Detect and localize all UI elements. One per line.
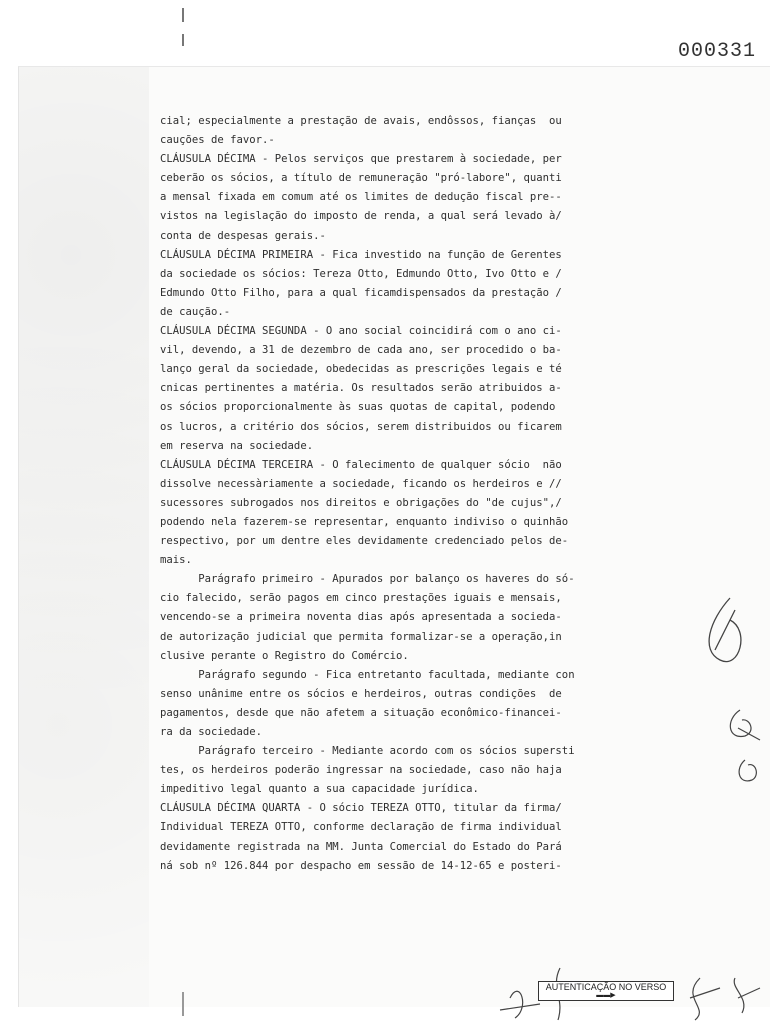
text-line: CLÁUSULA DÉCIMA PRIMEIRA - Fica investido na função de Gerentes [160, 248, 562, 261]
text-line: dissolve necessàriamente a sociedade, ficando os herdeiros e // [160, 477, 562, 490]
text-line: lanço geral da sociedade, obedecidas as prescrições legais e té [160, 363, 562, 376]
text-line: Individual TEREZA OTTO, conforme declaração de firma individual [160, 821, 562, 834]
margin-signature-icon [690, 590, 770, 790]
text-line: cial; especialmente a prestação de avais, endôssos, fianças ou [160, 115, 562, 127]
text-line: Parágrafo segundo - Fica entretanto facultada, mediante con [160, 668, 575, 681]
text-line: Parágrafo terceiro - Mediante acordo com os sócios supersti [160, 745, 575, 758]
stamp-label: AUTENTICAÇÃO NO VERSO [545, 982, 667, 992]
text-line: cnicas pertinentes a matéria. Os resultados serão atribuidos a- [160, 382, 562, 395]
text-line: CLÁUSULA DÉCIMA TERCEIRA - O falecimento de qualquer sócio não [160, 458, 562, 471]
text-line: sucessores subrogados nos direitos e obrigações do "de cujus",/ [160, 496, 562, 509]
text-line: vil, devendo, a 31 de dezembro de cada ano, ser procedido o ba- [160, 344, 562, 357]
stamp-mark: ▬▬▶ [596, 992, 616, 999]
punch-mark-bottom [182, 992, 184, 1016]
text-line: conta de despesas gerais.- [160, 229, 326, 242]
punch-mark-upper [182, 34, 184, 46]
text-line: cio falecido, serão pagos em cinco prestações iguais e mensais, [160, 592, 562, 605]
text-line: CLÁUSULA DÉCIMA QUARTA - O sócio TEREZA OTTO, titular da firma/ [160, 802, 562, 815]
text-line: tes, os herdeiros poderão ingressar na sociedade, caso não haja [160, 764, 562, 777]
text-line: em reserva na sociedade. [160, 439, 314, 452]
authentication-stamp [538, 981, 674, 1001]
text-line: vencendo-se a primeira noventa dias após apresentada a socieda- [160, 611, 562, 624]
text-line: a mensal fixada em comum até os limites de dedução fiscal pre-- [160, 191, 562, 204]
text-line: CLÁUSULA DÉCIMA - Pelos serviços que prestarem à sociedade, per [160, 153, 562, 166]
text-line: impeditivo legal quanto a sua capacidade jurídica. [160, 783, 479, 796]
text-line: ra da sociedade. [160, 726, 263, 738]
text-line: CLÁUSULA DÉCIMA SEGUNDA - O ano social coincidirá com o ano ci- [160, 325, 562, 338]
page-number: 000331 [677, 40, 756, 63]
text-line: ceberão os sócios, a título de remuneração "pró-labore", quanti [160, 172, 562, 185]
text-line: Edmundo Otto Filho, para a qual ficamdispensados da prestação / [160, 286, 562, 299]
punch-mark-top [182, 8, 184, 22]
text-line: os lucros, a critério dos sócios, serem distribuidos ou ficarem [160, 420, 562, 433]
text-line: de caução.- [160, 305, 231, 318]
text-line: podendo nela fazerem-se representar, enquanto indiviso o quinhão [160, 515, 569, 528]
text-line: senso unânime entre os sócios e herdeiros, outras condições de [160, 687, 562, 700]
text-line: os sócios proporcionalmente às suas quotas de capital, podendo [160, 401, 556, 414]
text-line: respectivo, por um dentre eles devidamente credenciado pelos de- [160, 535, 569, 548]
text-line: clusive perante o Registro do Comércio. [160, 649, 409, 662]
text-line: da sociedade os sócios: Tereza Otto, Edmundo Otto, Ivo Otto e / [160, 267, 562, 280]
paper-shadow [19, 67, 149, 1007]
text-line: vistos na legislação do imposto de renda, a qual será levado à/ [160, 210, 562, 223]
text-line: pagamentos, desde que não afetem a situação econômico-financei- [160, 706, 562, 719]
text-line: devidamente registrada na MM. Junta Comercial do Estado do Pará [160, 840, 562, 853]
text-line: mais. [160, 554, 192, 567]
contract-text [160, 112, 705, 876]
text-line: cauções de favor.- [160, 134, 275, 147]
text-line: ná sob nº 126.844 por despacho em sessão de 14-12-65 e posteri- [160, 859, 562, 872]
text-line: Parágrafo primeiro - Apurados por balanço os haveres do só- [160, 573, 575, 586]
text-line: de autorização judicial que permita formalizar-se a operação,in [160, 630, 562, 643]
